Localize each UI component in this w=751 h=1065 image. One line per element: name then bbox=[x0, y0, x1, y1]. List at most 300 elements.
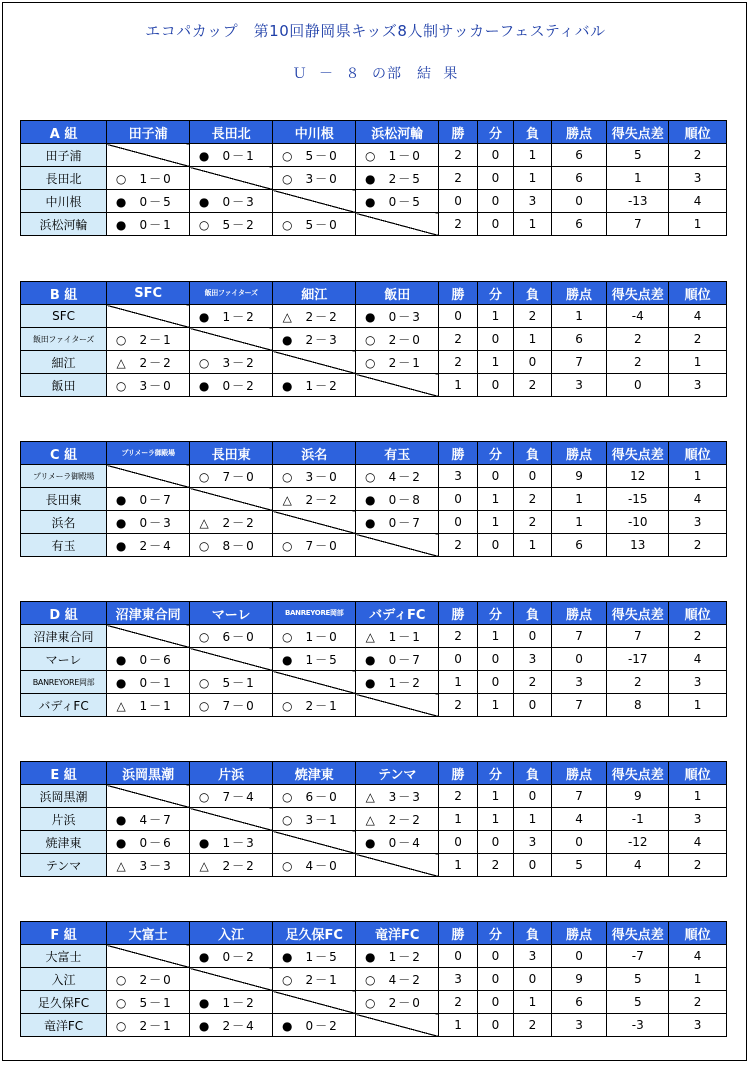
header-points: 勝点 bbox=[551, 121, 607, 144]
self-match-cell bbox=[356, 694, 439, 717]
header-rank: 順位 bbox=[669, 121, 727, 144]
header-losses: 負 bbox=[514, 442, 551, 465]
result-symbol: ● bbox=[115, 515, 127, 530]
result-symbol: ○ bbox=[281, 789, 293, 804]
result-symbol: △ bbox=[199, 515, 209, 530]
row-team-name: 長田東 bbox=[21, 488, 107, 511]
result-symbol: ● bbox=[115, 652, 127, 667]
draws-cell: 0 bbox=[477, 190, 513, 213]
table-row bbox=[21, 167, 727, 190]
match-result-cell bbox=[190, 144, 273, 167]
points-cell: 1 bbox=[551, 488, 607, 511]
row-team-name: 飯田 bbox=[21, 374, 107, 397]
rank-cell: 4 bbox=[669, 190, 727, 213]
match-result-cell bbox=[273, 167, 356, 190]
match-result-cell bbox=[273, 968, 356, 991]
match-result-cell bbox=[190, 305, 273, 328]
row-team-name: 大富士 bbox=[21, 945, 107, 968]
match-result-cell bbox=[107, 808, 190, 831]
result-symbol: ○ bbox=[364, 469, 376, 484]
match-score: 0－1 bbox=[139, 217, 173, 232]
self-match-cell bbox=[107, 785, 190, 808]
result-symbol: ● bbox=[281, 1018, 293, 1033]
header-team: バディFC bbox=[356, 602, 439, 625]
losses-cell: 0 bbox=[514, 625, 551, 648]
result-symbol: ● bbox=[198, 378, 210, 393]
result-symbol: ○ bbox=[115, 972, 127, 987]
group-header-row bbox=[21, 922, 727, 945]
header-team: 長田北 bbox=[190, 121, 273, 144]
match-score: 0－6 bbox=[139, 835, 173, 850]
page-subtitle: Ｕ － ８ の部 結 果 bbox=[292, 66, 459, 82]
result-symbol: △ bbox=[199, 858, 209, 873]
goal-diff-cell: 7 bbox=[607, 213, 669, 236]
rank-cell: 1 bbox=[669, 213, 727, 236]
match-score: 0－3 bbox=[222, 194, 256, 209]
result-symbol: △ bbox=[116, 355, 126, 370]
match-result-cell bbox=[356, 167, 439, 190]
match-result-cell bbox=[273, 328, 356, 351]
match-result-cell bbox=[107, 648, 190, 671]
group-header-row bbox=[21, 121, 727, 144]
losses-cell: 2 bbox=[514, 671, 551, 694]
header-team: 足久保FC bbox=[273, 922, 356, 945]
points-cell: 3 bbox=[551, 1014, 607, 1037]
header-wins: 勝 bbox=[439, 602, 477, 625]
result-symbol: ○ bbox=[281, 972, 293, 987]
losses-cell: 3 bbox=[514, 648, 551, 671]
table-row bbox=[21, 374, 727, 397]
match-result-cell bbox=[190, 625, 273, 648]
header-points: 勝点 bbox=[551, 282, 607, 305]
match-score: 2－0 bbox=[139, 972, 173, 987]
result-symbol: ● bbox=[198, 309, 210, 324]
rank-cell: 3 bbox=[669, 374, 727, 397]
wins-cell: 2 bbox=[439, 167, 477, 190]
match-score: 2－5 bbox=[388, 171, 422, 186]
match-result-cell bbox=[273, 465, 356, 488]
table-row bbox=[21, 694, 727, 717]
match-score: 2－2 bbox=[388, 812, 422, 827]
draws-cell: 0 bbox=[477, 1014, 513, 1037]
self-match-cell bbox=[273, 511, 356, 534]
match-score: 0－1 bbox=[139, 675, 173, 690]
row-team-name: 浜名 bbox=[21, 511, 107, 534]
result-symbol: ● bbox=[364, 309, 376, 324]
match-result-cell bbox=[190, 511, 273, 534]
result-symbol: ● bbox=[364, 515, 376, 530]
match-result-cell bbox=[107, 190, 190, 213]
match-score: 3－0 bbox=[305, 469, 339, 484]
points-cell: 7 bbox=[551, 785, 607, 808]
match-score: 5－1 bbox=[222, 675, 256, 690]
result-symbol: ○ bbox=[281, 171, 293, 186]
self-match-cell bbox=[273, 671, 356, 694]
header-team: 片浜 bbox=[190, 762, 273, 785]
result-symbol: ● bbox=[115, 675, 127, 690]
points-cell: 9 bbox=[551, 465, 607, 488]
group-table bbox=[20, 120, 727, 236]
header-team: 細江 bbox=[273, 282, 356, 305]
result-symbol: ○ bbox=[198, 217, 210, 232]
result-symbol: ○ bbox=[281, 698, 293, 713]
draws-cell: 0 bbox=[477, 374, 513, 397]
header-rank: 順位 bbox=[669, 442, 727, 465]
goal-diff-cell: 8 bbox=[607, 694, 669, 717]
match-score: 0－2 bbox=[305, 1018, 339, 1033]
result-symbol: ● bbox=[281, 332, 293, 347]
rank-cell: 2 bbox=[669, 144, 727, 167]
match-score: 0－7 bbox=[388, 652, 422, 667]
losses-cell: 3 bbox=[514, 190, 551, 213]
match-result-cell bbox=[356, 785, 439, 808]
match-result-cell bbox=[273, 945, 356, 968]
header-wins: 勝 bbox=[439, 282, 477, 305]
result-symbol: ○ bbox=[281, 469, 293, 484]
match-result-cell bbox=[356, 968, 439, 991]
row-team-name: 片浜 bbox=[21, 808, 107, 831]
losses-cell: 2 bbox=[514, 374, 551, 397]
wins-cell: 0 bbox=[439, 945, 477, 968]
losses-cell: 2 bbox=[514, 488, 551, 511]
header-rank: 順位 bbox=[669, 762, 727, 785]
match-score: 2－2 bbox=[305, 309, 339, 324]
points-cell: 5 bbox=[551, 854, 607, 877]
match-result-cell bbox=[190, 694, 273, 717]
header-goal-diff: 得失点差 bbox=[607, 282, 669, 305]
self-match-cell bbox=[190, 488, 273, 511]
row-team-name: SFC bbox=[21, 305, 107, 328]
match-score: 2－3 bbox=[305, 332, 339, 347]
result-symbol: ○ bbox=[198, 355, 210, 370]
header-draws: 分 bbox=[477, 442, 513, 465]
match-result-cell bbox=[273, 534, 356, 557]
points-cell: 0 bbox=[551, 648, 607, 671]
wins-cell: 0 bbox=[439, 305, 477, 328]
match-result-cell bbox=[190, 213, 273, 236]
wins-cell: 1 bbox=[439, 671, 477, 694]
match-result-cell bbox=[107, 671, 190, 694]
draws-cell: 1 bbox=[477, 785, 513, 808]
header-points: 勝点 bbox=[551, 922, 607, 945]
goal-diff-cell: -3 bbox=[607, 1014, 669, 1037]
rank-cell: 2 bbox=[669, 854, 727, 877]
wins-cell: 2 bbox=[439, 991, 477, 1014]
draws-cell: 1 bbox=[477, 305, 513, 328]
match-result-cell bbox=[190, 831, 273, 854]
result-symbol: △ bbox=[282, 309, 292, 324]
points-cell: 0 bbox=[551, 945, 607, 968]
match-result-cell bbox=[356, 831, 439, 854]
wins-cell: 1 bbox=[439, 808, 477, 831]
draws-cell: 0 bbox=[477, 328, 513, 351]
self-match-cell bbox=[356, 534, 439, 557]
match-result-cell bbox=[107, 968, 190, 991]
points-cell: 6 bbox=[551, 534, 607, 557]
result-symbol: ○ bbox=[364, 972, 376, 987]
table-row bbox=[21, 213, 727, 236]
rank-cell: 4 bbox=[669, 648, 727, 671]
match-result-cell bbox=[107, 167, 190, 190]
header-goal-diff: 得失点差 bbox=[607, 922, 669, 945]
header-team: 飯田 bbox=[356, 282, 439, 305]
result-symbol: △ bbox=[282, 492, 292, 507]
goal-diff-cell: 2 bbox=[607, 671, 669, 694]
match-score: 1－5 bbox=[305, 652, 339, 667]
match-score: 2－4 bbox=[139, 538, 173, 553]
match-score: 1－0 bbox=[305, 629, 339, 644]
header-losses: 負 bbox=[514, 602, 551, 625]
match-score: 2－2 bbox=[305, 492, 339, 507]
losses-cell: 0 bbox=[514, 694, 551, 717]
match-result-cell bbox=[107, 694, 190, 717]
table-row bbox=[21, 785, 727, 808]
match-result-cell bbox=[107, 213, 190, 236]
draws-cell: 2 bbox=[477, 854, 513, 877]
wins-cell: 0 bbox=[439, 488, 477, 511]
match-result-cell bbox=[107, 1014, 190, 1037]
result-symbol: △ bbox=[116, 858, 126, 873]
match-score: 1－2 bbox=[305, 378, 339, 393]
match-result-cell bbox=[190, 991, 273, 1014]
points-cell: 0 bbox=[551, 190, 607, 213]
match-score: 1－3 bbox=[222, 835, 256, 850]
header-draws: 分 bbox=[477, 922, 513, 945]
rank-cell: 1 bbox=[669, 968, 727, 991]
match-score: 0－4 bbox=[388, 835, 422, 850]
header-losses: 負 bbox=[514, 282, 551, 305]
header-team: 飯田ファイターズ bbox=[190, 282, 273, 305]
self-match-cell bbox=[190, 968, 273, 991]
header-team: 浜岡黒潮 bbox=[107, 762, 190, 785]
self-match-cell bbox=[273, 831, 356, 854]
match-score: 7－0 bbox=[305, 538, 339, 553]
points-cell: 3 bbox=[551, 671, 607, 694]
draws-cell: 0 bbox=[477, 945, 513, 968]
group-header-row bbox=[21, 282, 727, 305]
header-wins: 勝 bbox=[439, 121, 477, 144]
result-symbol: ○ bbox=[115, 995, 127, 1010]
match-result-cell bbox=[190, 671, 273, 694]
wins-cell: 2 bbox=[439, 625, 477, 648]
match-score: 5－0 bbox=[305, 217, 339, 232]
header-wins: 勝 bbox=[439, 922, 477, 945]
draws-cell: 0 bbox=[477, 991, 513, 1014]
header-draws: 分 bbox=[477, 121, 513, 144]
header-rank: 順位 bbox=[669, 602, 727, 625]
rank-cell: 4 bbox=[669, 831, 727, 854]
goal-diff-cell: -10 bbox=[607, 511, 669, 534]
match-score: 2－1 bbox=[305, 972, 339, 987]
goal-diff-cell: 2 bbox=[607, 328, 669, 351]
match-score: 1－2 bbox=[222, 995, 256, 1010]
rank-cell: 2 bbox=[669, 991, 727, 1014]
row-team-name: プリメーラ御殿場 bbox=[21, 465, 107, 488]
row-team-name: 有玉 bbox=[21, 534, 107, 557]
match-score: 0－6 bbox=[139, 652, 173, 667]
header-team: テンマ bbox=[356, 762, 439, 785]
match-score: 5－1 bbox=[139, 995, 173, 1010]
draws-cell: 0 bbox=[477, 534, 513, 557]
match-score: 0－8 bbox=[388, 492, 422, 507]
table-row bbox=[21, 808, 727, 831]
match-score: 2－0 bbox=[388, 995, 422, 1010]
match-result-cell bbox=[356, 190, 439, 213]
self-match-cell bbox=[190, 808, 273, 831]
result-symbol: ○ bbox=[198, 698, 210, 713]
match-score: 4－0 bbox=[305, 858, 339, 873]
points-cell: 7 bbox=[551, 351, 607, 374]
rank-cell: 3 bbox=[669, 511, 727, 534]
goal-diff-cell: -7 bbox=[607, 945, 669, 968]
match-result-cell bbox=[107, 328, 190, 351]
wins-cell: 2 bbox=[439, 144, 477, 167]
match-score: 2－1 bbox=[139, 332, 173, 347]
match-score: 6－0 bbox=[305, 789, 339, 804]
goal-diff-cell: -4 bbox=[607, 305, 669, 328]
rank-cell: 4 bbox=[669, 488, 727, 511]
match-result-cell bbox=[273, 144, 356, 167]
header-losses: 負 bbox=[514, 121, 551, 144]
goal-diff-cell: -1 bbox=[607, 808, 669, 831]
row-team-name: 長田北 bbox=[21, 167, 107, 190]
self-match-cell bbox=[356, 854, 439, 877]
group-table bbox=[20, 601, 727, 717]
result-symbol: ● bbox=[198, 148, 210, 163]
result-symbol: ● bbox=[115, 492, 127, 507]
header-team: 入江 bbox=[190, 922, 273, 945]
header-team: 田子浦 bbox=[107, 121, 190, 144]
match-score: 5－0 bbox=[305, 148, 339, 163]
match-result-cell bbox=[190, 465, 273, 488]
header-wins: 勝 bbox=[439, 762, 477, 785]
match-score: 3－2 bbox=[222, 355, 256, 370]
match-result-cell bbox=[107, 511, 190, 534]
self-match-cell bbox=[190, 648, 273, 671]
header-draws: 分 bbox=[477, 762, 513, 785]
table-row bbox=[21, 991, 727, 1014]
match-score: 0－5 bbox=[388, 194, 422, 209]
points-cell: 4 bbox=[551, 808, 607, 831]
match-result-cell bbox=[190, 374, 273, 397]
points-cell: 7 bbox=[551, 694, 607, 717]
match-score: 4－7 bbox=[139, 812, 173, 827]
match-result-cell bbox=[273, 808, 356, 831]
header-points: 勝点 bbox=[551, 442, 607, 465]
match-score: 1－5 bbox=[305, 949, 339, 964]
result-symbol: ● bbox=[198, 1018, 210, 1033]
row-team-name: 沼津東合同 bbox=[21, 625, 107, 648]
wins-cell: 1 bbox=[439, 854, 477, 877]
match-result-cell bbox=[273, 648, 356, 671]
result-symbol: ● bbox=[364, 194, 376, 209]
match-score: 4－2 bbox=[388, 469, 422, 484]
wins-cell: 2 bbox=[439, 213, 477, 236]
header-losses: 負 bbox=[514, 922, 551, 945]
draws-cell: 0 bbox=[477, 968, 513, 991]
draws-cell: 1 bbox=[477, 625, 513, 648]
rank-cell: 1 bbox=[669, 785, 727, 808]
match-score: 1－2 bbox=[388, 675, 422, 690]
losses-cell: 1 bbox=[514, 991, 551, 1014]
result-symbol: ● bbox=[281, 378, 293, 393]
match-result-cell bbox=[273, 305, 356, 328]
wins-cell: 2 bbox=[439, 351, 477, 374]
group-table bbox=[20, 441, 727, 557]
match-result-cell bbox=[190, 1014, 273, 1037]
result-symbol: ● bbox=[115, 194, 127, 209]
table-row bbox=[21, 351, 727, 374]
header-losses: 負 bbox=[514, 762, 551, 785]
losses-cell: 2 bbox=[514, 1014, 551, 1037]
match-result-cell bbox=[273, 488, 356, 511]
header-team: SFC bbox=[107, 282, 190, 305]
match-result-cell bbox=[356, 648, 439, 671]
result-symbol: ○ bbox=[198, 789, 210, 804]
rank-cell: 2 bbox=[669, 328, 727, 351]
match-score: 2－4 bbox=[222, 1018, 256, 1033]
result-symbol: ● bbox=[364, 492, 376, 507]
match-result-cell bbox=[273, 213, 356, 236]
result-symbol: ● bbox=[198, 194, 210, 209]
table-row bbox=[21, 190, 727, 213]
group-table bbox=[20, 281, 727, 397]
row-team-name: 細江 bbox=[21, 351, 107, 374]
match-score: 2－2 bbox=[222, 858, 256, 873]
row-team-name: 浜岡黒潮 bbox=[21, 785, 107, 808]
result-symbol: ● bbox=[115, 538, 127, 553]
self-match-cell bbox=[107, 625, 190, 648]
draws-cell: 0 bbox=[477, 465, 513, 488]
group-table bbox=[20, 761, 727, 877]
points-cell: 6 bbox=[551, 144, 607, 167]
match-result-cell bbox=[107, 831, 190, 854]
points-cell: 6 bbox=[551, 167, 607, 190]
wins-cell: 0 bbox=[439, 190, 477, 213]
wins-cell: 0 bbox=[439, 831, 477, 854]
match-score: 2－1 bbox=[139, 1018, 173, 1033]
header-team: 長田東 bbox=[190, 442, 273, 465]
row-team-name: 中川根 bbox=[21, 190, 107, 213]
group-header-row bbox=[21, 602, 727, 625]
match-score: 0－3 bbox=[139, 515, 173, 530]
match-result-cell bbox=[273, 854, 356, 877]
match-score: 3－3 bbox=[388, 789, 422, 804]
row-team-name: 浜松河輪 bbox=[21, 213, 107, 236]
result-symbol: ○ bbox=[364, 332, 376, 347]
goal-diff-cell: 5 bbox=[607, 144, 669, 167]
match-score: 0－7 bbox=[388, 515, 422, 530]
header-team: 沼津東合同 bbox=[107, 602, 190, 625]
goal-diff-cell: 4 bbox=[607, 854, 669, 877]
match-score: 0－2 bbox=[222, 949, 256, 964]
match-result-cell bbox=[356, 465, 439, 488]
result-symbol: ○ bbox=[364, 995, 376, 1010]
result-symbol: ○ bbox=[198, 469, 210, 484]
match-result-cell bbox=[190, 785, 273, 808]
page-title: エコパカップ 第10回静岡県キッズ8人制サッカーフェスティバル bbox=[145, 22, 606, 40]
draws-cell: 1 bbox=[477, 511, 513, 534]
match-result-cell bbox=[356, 488, 439, 511]
group-name: B 組 bbox=[21, 282, 107, 305]
result-symbol: △ bbox=[365, 812, 375, 827]
losses-cell: 2 bbox=[514, 305, 551, 328]
match-result-cell bbox=[190, 854, 273, 877]
result-symbol: ○ bbox=[281, 858, 293, 873]
points-cell: 6 bbox=[551, 328, 607, 351]
draws-cell: 1 bbox=[477, 488, 513, 511]
match-result-cell bbox=[356, 945, 439, 968]
